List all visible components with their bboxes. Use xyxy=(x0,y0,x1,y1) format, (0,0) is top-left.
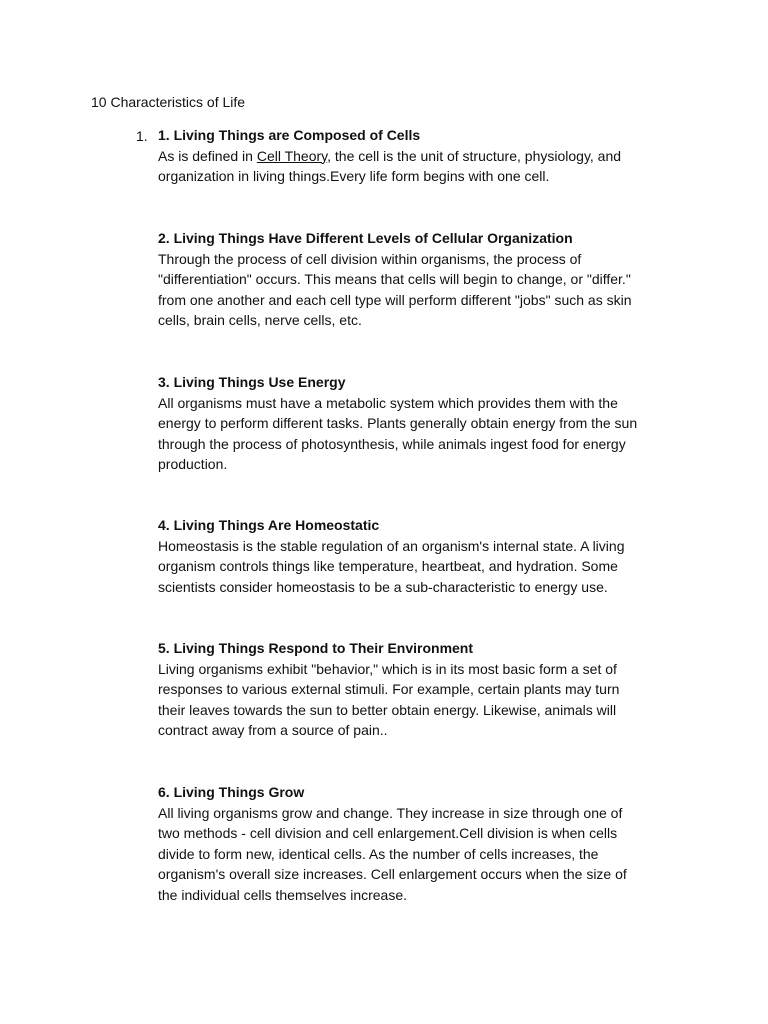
document-title: 10 Characteristics of Life xyxy=(91,94,246,110)
cell-theory-link[interactable]: Cell Theory xyxy=(256,147,328,164)
section-heading: 2. Living Things Have Different Levels of Cellular Organization xyxy=(158,230,573,246)
section-4 xyxy=(158,515,678,597)
body-line: cells, brain cells, nerve cells, etc. xyxy=(158,312,362,328)
section-1 xyxy=(158,125,678,187)
section-body xyxy=(158,659,678,741)
section-3 xyxy=(158,372,678,475)
body-line: All organisms must have a metabolic system which provides them with the xyxy=(158,394,618,411)
section-body xyxy=(158,249,678,331)
body-line xyxy=(158,146,678,167)
body-line: two methods - cell division and cell enlargement.Cell division is when cells xyxy=(158,825,618,841)
section-heading: 5. Living Things Respond to Their Environment xyxy=(158,640,474,656)
body-line: organization in living things.Every life form begins with one cell. xyxy=(158,168,550,184)
body-line: through the process of photosynthesis, while animals ingest food for energy xyxy=(158,435,626,452)
section-heading: 4. Living Things Are Homeostatic xyxy=(158,517,380,533)
section-body xyxy=(158,536,678,598)
body-line: Homeostasis is the stable regulation of an organism's internal state. A living xyxy=(158,537,625,554)
body-line: divide to form new, identical cells. As the number of cells increases, the xyxy=(158,845,599,862)
body-line: organism controls things like temperature, heartbeat, and hydration. Some xyxy=(158,558,618,574)
section-6 xyxy=(158,782,678,905)
body-line: All living organisms grow and change. They increase in size through one of xyxy=(158,804,623,821)
body-line: their leaves towards the sun to better obtain energy. Likewise, animals will xyxy=(158,701,617,718)
section-heading: 6. Living Things Grow xyxy=(158,784,305,800)
section-body xyxy=(158,803,678,906)
body-line: Through the process of cell division within organisms, the process of xyxy=(158,250,582,267)
body-line: organism's overall size increases. Cell enlargement occurs when the size of xyxy=(158,866,627,882)
body-line: energy to perform different tasks. Plants generally obtain energy from the sun xyxy=(158,415,638,431)
section-heading: 1. Living Things are Composed of Cells xyxy=(158,127,421,143)
body-line: Living organisms exhibit "behavior," which is in its most basic form a set of xyxy=(158,660,617,677)
section-heading: 3. Living Things Use Energy xyxy=(158,374,346,390)
body-line: production. xyxy=(158,456,228,472)
body-line: the individual cells themselves increase. xyxy=(158,886,408,903)
body-text: As is defined in xyxy=(158,147,257,164)
section-body xyxy=(158,146,678,187)
body-line: responses to various external stimuli. For example, certain plants may turn xyxy=(158,681,620,697)
body-line: scientists consider homeostasis to be a sub-characteristic to energy use. xyxy=(158,578,608,595)
body-line: "differentiation" occurs. This means that cells will begin to change, or "differ." xyxy=(158,271,631,287)
list-marker: 1. xyxy=(136,128,148,144)
body-text: , the cell is the unit of structure, physiology, and xyxy=(327,147,622,164)
section-body xyxy=(158,393,678,475)
section-2 xyxy=(158,228,678,331)
section-5 xyxy=(158,638,678,741)
body-line: contract away from a source of pain.. xyxy=(158,722,388,738)
body-line: from one another and each cell type will perform different "jobs" such as skin xyxy=(158,291,632,308)
